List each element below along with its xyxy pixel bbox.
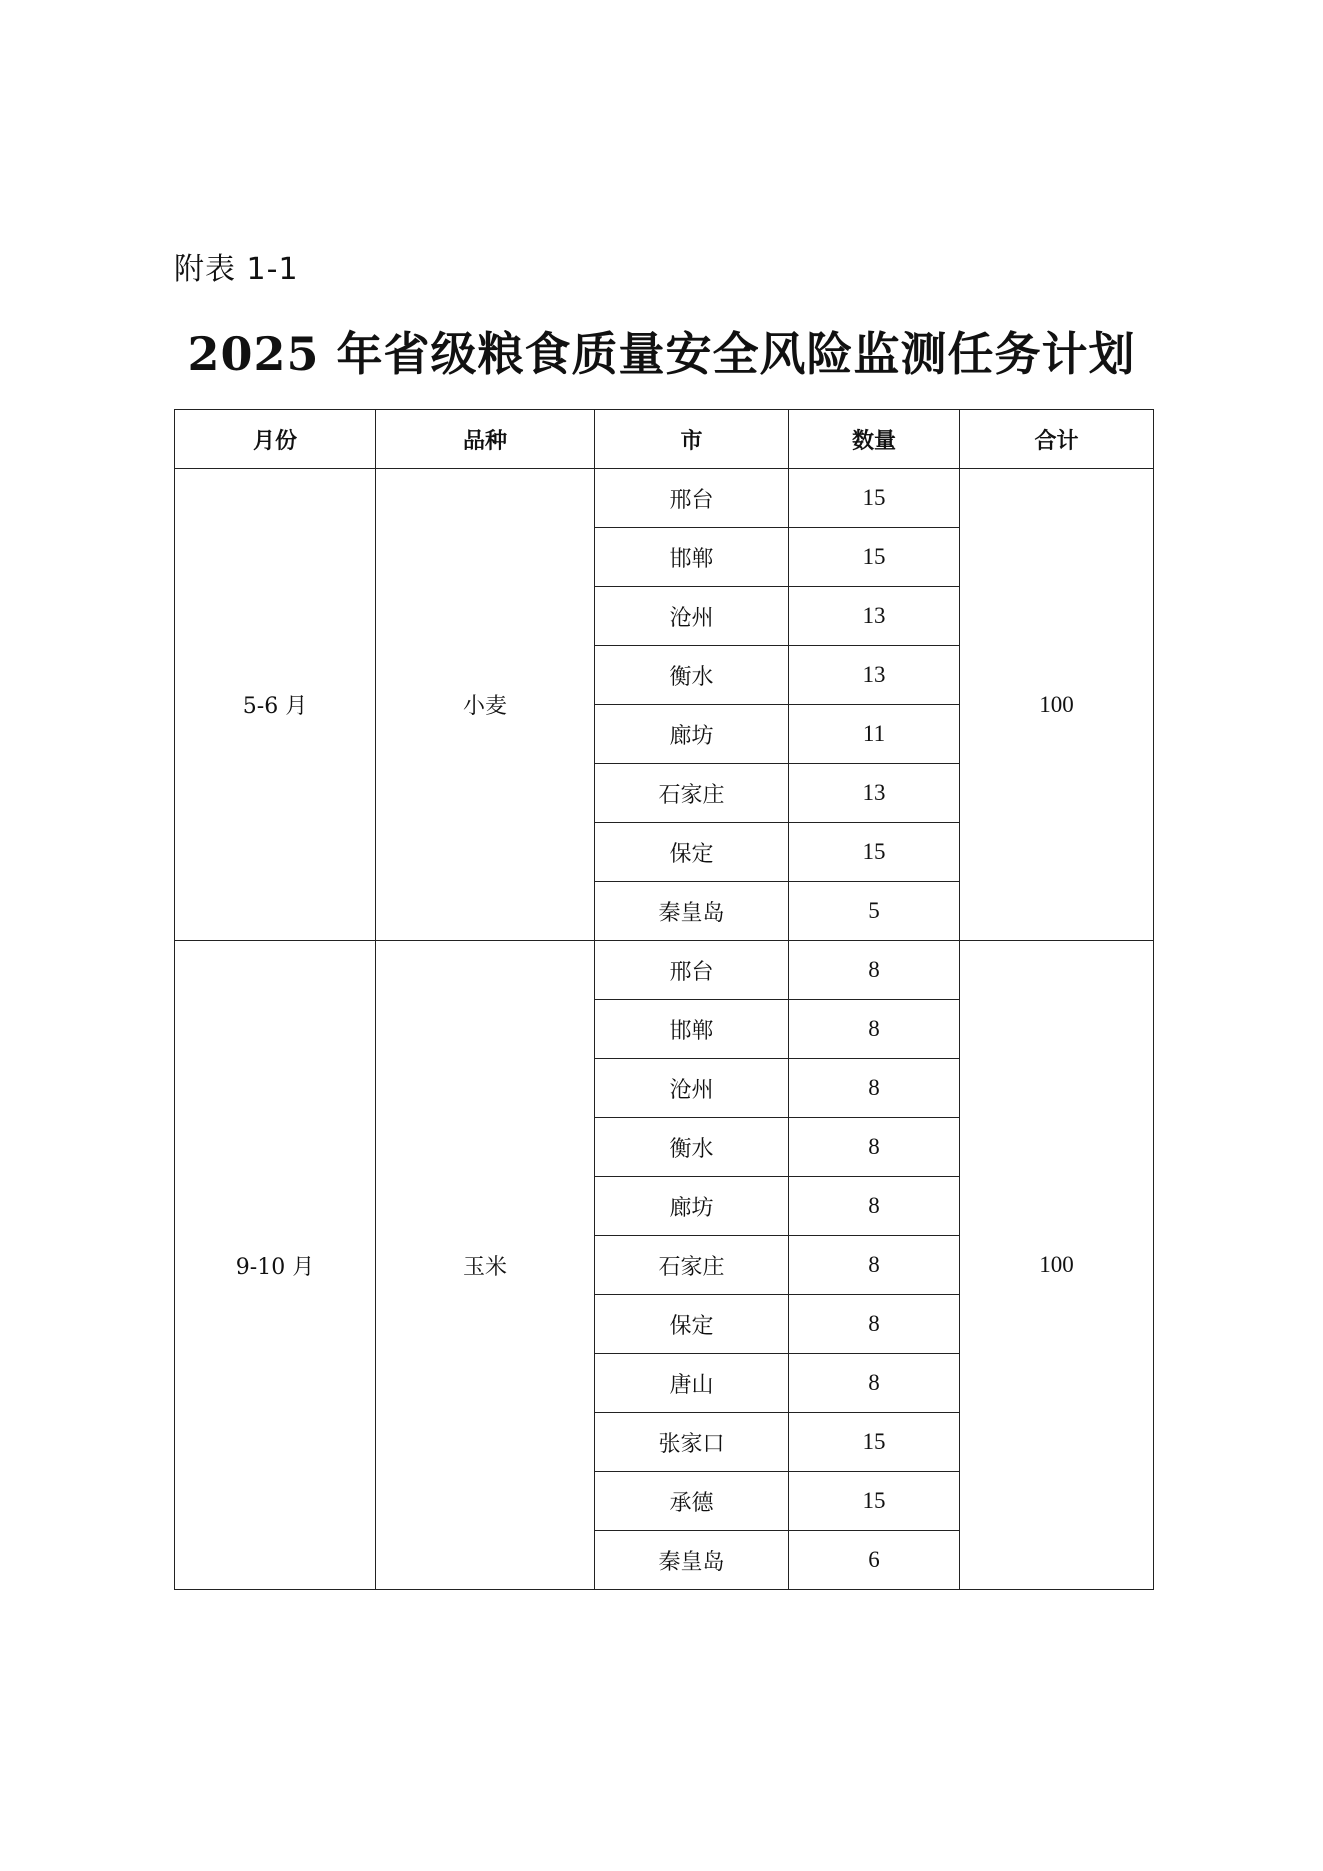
city-cell: 廊坊 (595, 705, 789, 764)
header-variety: 品种 (376, 410, 595, 469)
header-city: 市 (595, 410, 789, 469)
quantity-cell: 8 (789, 1000, 960, 1059)
quantity-cell: 15 (789, 823, 960, 882)
city-cell: 沧州 (595, 587, 789, 646)
variety-cell: 小麦 (376, 469, 595, 941)
monitoring-plan-table (174, 409, 1154, 1590)
quantity-cell: 15 (789, 1413, 960, 1472)
city-cell: 廊坊 (595, 1177, 789, 1236)
city-cell: 石家庄 (595, 1236, 789, 1295)
quantity-cell: 15 (789, 1472, 960, 1531)
page-title: 2025 年省级粮食质量安全风险监测任务计划 (187, 327, 1136, 381)
quantity-cell: 13 (789, 587, 960, 646)
header-total: 合计 (960, 410, 1154, 469)
quantity-cell: 8 (789, 1118, 960, 1177)
table-row (175, 469, 1154, 528)
total-cell: 100 (960, 469, 1154, 941)
quantity-cell: 8 (789, 1177, 960, 1236)
quantity-cell: 13 (789, 646, 960, 705)
city-cell: 邢台 (595, 941, 789, 1000)
quantity-cell: 8 (789, 1059, 960, 1118)
city-cell: 衡水 (595, 1118, 789, 1177)
month-cell: 9-10 月 (175, 941, 376, 1590)
city-cell: 沧州 (595, 1059, 789, 1118)
quantity-cell: 15 (789, 528, 960, 587)
variety-cell: 玉米 (376, 941, 595, 1590)
city-cell: 保定 (595, 823, 789, 882)
month-cell: 5-6 月 (175, 469, 376, 941)
city-cell: 秦皇岛 (595, 1531, 789, 1590)
quantity-cell: 11 (789, 705, 960, 764)
city-cell: 邢台 (595, 469, 789, 528)
city-cell: 张家口 (595, 1413, 789, 1472)
city-cell: 石家庄 (595, 764, 789, 823)
quantity-cell: 6 (789, 1531, 960, 1590)
total-cell: 100 (960, 941, 1154, 1590)
table-body (175, 469, 1154, 1590)
table-row (175, 941, 1154, 1000)
city-cell: 承德 (595, 1472, 789, 1531)
table-header-row (175, 410, 1154, 469)
city-cell: 邯郸 (595, 528, 789, 587)
quantity-cell: 13 (789, 764, 960, 823)
quantity-cell: 8 (789, 941, 960, 1000)
city-cell: 秦皇岛 (595, 882, 789, 941)
city-cell: 唐山 (595, 1354, 789, 1413)
quantity-cell: 5 (789, 882, 960, 941)
city-cell: 邯郸 (595, 1000, 789, 1059)
attachment-label: 附表 1-1 (174, 252, 299, 287)
header-month: 月份 (175, 410, 376, 469)
quantity-cell: 8 (789, 1236, 960, 1295)
quantity-cell: 8 (789, 1295, 960, 1354)
quantity-cell: 8 (789, 1354, 960, 1413)
city-cell: 衡水 (595, 646, 789, 705)
quantity-cell: 15 (789, 469, 960, 528)
city-cell: 保定 (595, 1295, 789, 1354)
header-quantity: 数量 (789, 410, 960, 469)
